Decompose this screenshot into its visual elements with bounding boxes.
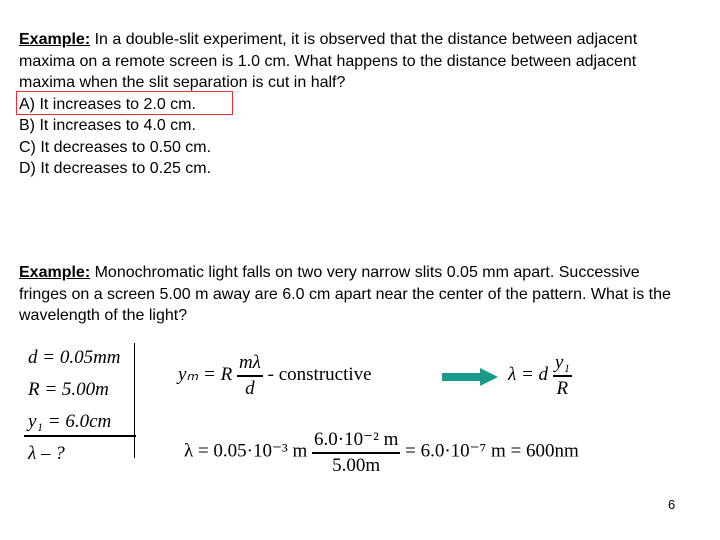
calc-fraction: [312, 428, 400, 477]
constructive-equation: [178, 352, 372, 400]
constructive-fraction: [237, 352, 263, 400]
right-arrow-icon: [442, 368, 498, 386]
constructive-lhs: yₘ = R: [178, 364, 233, 386]
fraction-bar: [237, 375, 263, 377]
example-2-question: Monochromatic light falls on two very narrow slits 0.05 mm apart. Successive fringes on a screen 5.00 m away are 6.0 cm apart near the center of the pattern. What is the wavelength of the light?: [19, 264, 671, 324]
page-number: 6: [668, 497, 676, 512]
given-d: d = 0.05mm: [28, 347, 121, 368]
solve-lhs: λ = d: [508, 364, 549, 386]
solve-numerator: y₁: [554, 352, 570, 373]
option-d: D) It decreases to 0.25 cm.: [19, 160, 212, 177]
example-2: [19, 262, 679, 327]
option-b: B) It increases to 4.0 cm.: [19, 117, 196, 134]
given-unknown-lambda: λ – ?: [28, 443, 65, 464]
calc-denominator: 5.00m: [332, 454, 381, 476]
solve-fraction: [553, 352, 572, 400]
given-y1: y₁ = 6.0cm: [28, 411, 112, 432]
answer-highlight-box: [16, 91, 233, 115]
constructive-numerator: mλ: [238, 352, 261, 373]
constructive-denominator: d: [245, 377, 255, 399]
givens-block: [24, 343, 135, 464]
example-1-question: In a double-slit experiment, it is observed that the distance between adjacent maxima on a remote screen is 1.0 cm. What happens to the distance between adjacent maxima when the slit separation is cut in half?: [19, 31, 638, 91]
givens-divider: [24, 435, 136, 437]
given-r: R = 5.00m: [28, 379, 109, 400]
calc-numerator: 6.0·10⁻² m: [314, 429, 399, 450]
calc-rhs: = 6.0·10⁻⁷ m = 600nm: [400, 440, 579, 462]
fraction-bar: [312, 452, 400, 454]
example-2-label: Example:: [19, 264, 91, 281]
example-1-label: Example:: [19, 31, 91, 48]
option-a: A) It increases to 2.0 cm.: [19, 95, 196, 113]
constructive-label: - constructive: [262, 364, 372, 386]
fraction-bar: [553, 375, 572, 377]
calculation-equation: [184, 428, 579, 477]
solve-denominator: R: [556, 377, 569, 399]
solve-equation: [508, 352, 572, 400]
calc-lhs: λ = 0.05·10⁻³ m: [184, 440, 308, 462]
option-c: C) It decreases to 0.50 cm.: [19, 138, 212, 156]
